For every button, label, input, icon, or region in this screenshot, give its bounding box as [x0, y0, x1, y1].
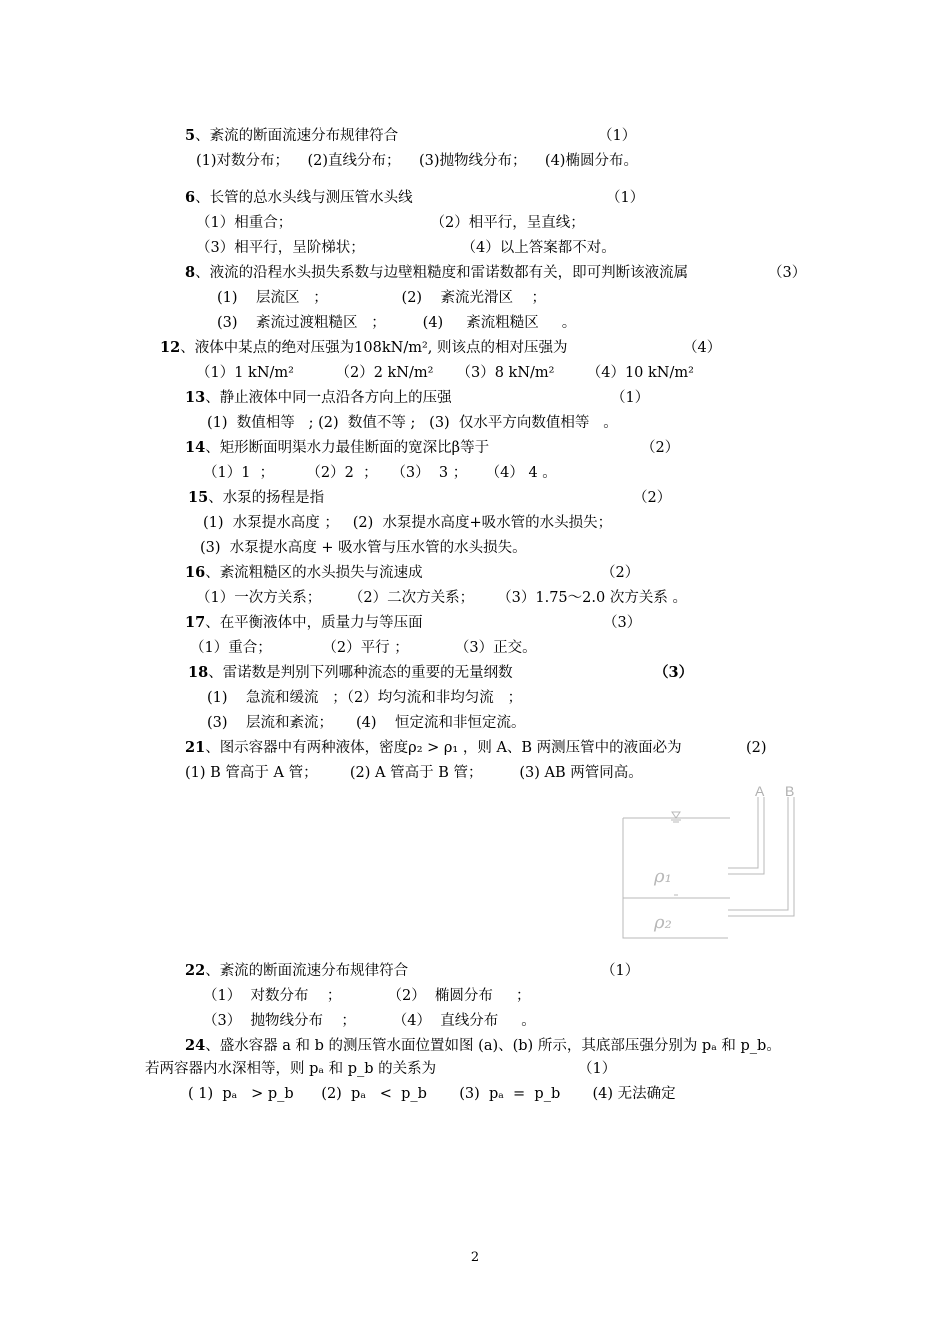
- two-liquid-container-diagram: [618, 782, 808, 944]
- tube-a-label: A: [755, 783, 765, 799]
- rho2-label: ρ₂: [654, 912, 672, 933]
- options-13: (1) 数值相等 ; (2) 数值不等 ; (3) 仅水平方向数值相等 。: [207, 415, 618, 431]
- options-22-row2: （3） 抛物线分布 ； （4） 直线分布 。: [203, 1013, 536, 1029]
- question-6: 6、长管的总水头线与测压管水头线: [185, 189, 413, 206]
- options-6-row1: （1）相重合； （2）相平行，呈直线；: [196, 215, 585, 231]
- answer-24: （1）: [578, 1061, 617, 1077]
- options-16: （1）一次方关系； （2）二次方关系； （3）1.75～2.0 次方关系 。: [196, 590, 687, 606]
- question-22: 22、紊流的断面流速分布规律符合: [185, 962, 409, 979]
- options-12: （1）1 kN/m² （2）2 kN/m² （3）8 kN/m² （4）10 kN/m²: [196, 365, 694, 381]
- options-8-row1: (1) 层流区 ； (2) 紊流光滑区 ；: [217, 290, 546, 306]
- tube-b-label: B: [785, 783, 795, 799]
- question-17: 17、在平衡液体中，质量力与等压面: [185, 614, 423, 631]
- question-16: 16、紊流粗糙区的水头损失与流速成: [185, 564, 423, 581]
- options-17: （1）重合； （2）平行 ； （3）正交。: [190, 640, 537, 656]
- question-12: 12、液体中某点的绝对压强为108kN/m², 则该点的相对压强为: [160, 339, 568, 356]
- options-15-row2: (3) 水泵提水高度 + 吸水管与压水管的水头损失。: [200, 540, 527, 556]
- answer-6: （1）: [606, 190, 645, 206]
- options-5: (1)对数分布； (2)直线分布； (3)抛物线分布； (4)椭圆分布。: [196, 153, 638, 169]
- options-21: (1) B 管高于 A 管； (2) A 管高于 B 管； (3) AB 两管同高。: [185, 765, 643, 781]
- options-6-row2: （3）相平行，呈阶梯状； （4）以上答案都不对。: [196, 240, 616, 256]
- answer-18: （3）: [654, 664, 694, 681]
- options-15-row1: (1) 水泵提水高度 ； (2) 水泵提水高度+吸水管的水头损失；: [203, 515, 613, 531]
- page-number: 2: [470, 1250, 480, 1265]
- tube-a-inner: [728, 797, 764, 874]
- answer-5: （1）: [598, 128, 637, 144]
- answer-17: （3）: [603, 615, 642, 631]
- answer-8: （3）: [768, 265, 807, 281]
- question-5: 5、紊流的断面流速分布规律符合: [185, 127, 399, 144]
- question-15: 15、水泵的扬程是指: [188, 489, 325, 506]
- question-24-continuation: 若两容器内水深相等，则 pₐ 和 p_b 的关系为: [145, 1061, 437, 1077]
- options-18-row1: (1) 急流和缓流 ；（2）均匀流和非均匀流 ；: [207, 690, 523, 706]
- answer-14: （2）: [641, 440, 680, 456]
- question-21: 21、图示容器中有两种液体，密度ρ₂ > ρ₁ ，则 A、B 两测压管中的液面必为: [185, 739, 682, 756]
- options-22-row1: （1） 对数分布 ； （2） 椭圆分布 ；: [203, 988, 531, 1004]
- answer-12: （4）: [683, 340, 722, 356]
- answer-21: (2): [746, 740, 767, 756]
- question-24: 24、盛水容器 a 和 b 的测压管水面位置如图 (a)、(b) 所示，其底部压强分别为 pₐ 和 p_b。: [185, 1037, 781, 1054]
- options-8-row2: (3) 紊流过渡粗糙区 ； (4) 紊流粗糙区 。: [217, 315, 577, 331]
- free-surface-triangle: [672, 812, 680, 818]
- question-8: 8、液流的沿程水头损失系数与边壁粗糙度和雷诺数都有关，即可判断该液流属: [185, 264, 689, 281]
- answer-13: （1）: [611, 390, 650, 406]
- answer-22: （1）: [601, 963, 640, 979]
- answer-16: （2）: [601, 565, 640, 581]
- tube-b-inner: [728, 797, 794, 916]
- options-18-row2: (3) 层流和紊流； (4) 恒定流和非恒定流。: [207, 715, 526, 731]
- question-18: 18、雷诺数是判别下列哪种流态的重要的无量纲数: [188, 664, 513, 681]
- container-wall: [623, 818, 728, 938]
- question-13: 13、静止液体中同一点沿各方向上的压强: [185, 389, 452, 406]
- question-14: 14、矩形断面明渠水力最佳断面的宽深比β等于: [185, 439, 490, 456]
- rho1-label: ρ₁: [654, 866, 672, 887]
- answer-15: （2）: [633, 490, 672, 506]
- tube-a-outer: [728, 797, 758, 868]
- options-24: ( 1) pₐ > p_b (2) pₐ < p_b (3) pₐ = p_b (4) 无法确定: [188, 1086, 676, 1102]
- options-14: （1）1 ； （2）2 ； （3） 3 ； （4） 4 。: [203, 465, 557, 481]
